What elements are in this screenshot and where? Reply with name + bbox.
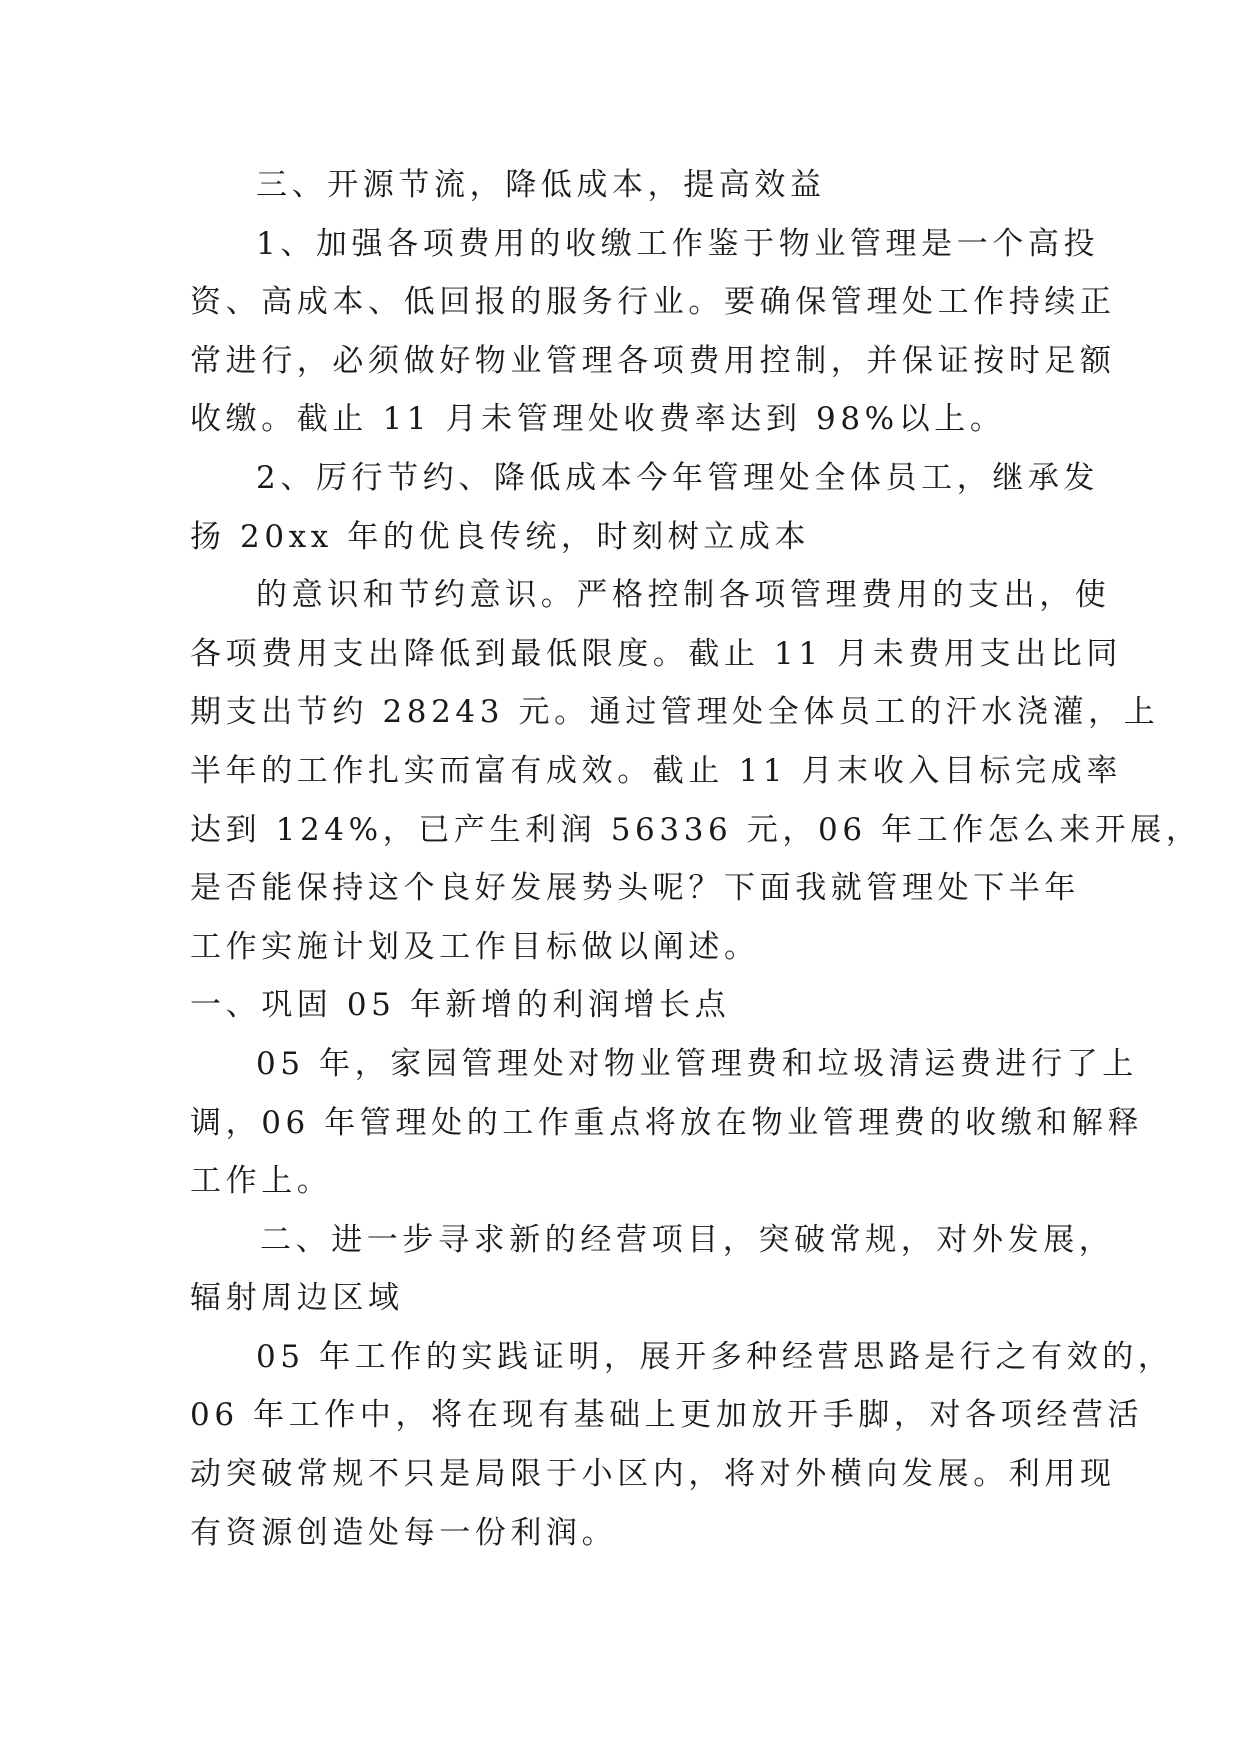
paragraph-line: 2、厉行节约、降低成本今年管理处全体员工，继承发 bbox=[256, 459, 1100, 496]
paragraph-line: 各项费用支出降低到最低限度。截止 11 月未费用支出比同 bbox=[190, 635, 1122, 672]
section-heading-2: 二、进一步寻求新的经营项目，突破常规，对外发展， bbox=[260, 1221, 1115, 1258]
paragraph-line: 06 年工作中，将在现有基础上更加放开手脚，对各项经营活 bbox=[190, 1397, 1144, 1434]
paragraph-line: 05 年工作的实践证明，展开多种经营思路是行之有效的， bbox=[256, 1338, 1174, 1375]
paragraph-line: 有资源创造处每一份利润。 bbox=[190, 1514, 618, 1551]
section-heading-3: 三、开源节流，降低成本，提高效益 bbox=[256, 167, 826, 203]
paragraph-line: 调，06 年管理处的工作重点将放在物业管理费的收缴和解释 bbox=[190, 1104, 1144, 1141]
paragraph-line: 扬 20xx 年的优良传统，时刻树立成本 bbox=[190, 518, 811, 555]
paragraph-line: 资、高成本、低回报的服务行业。要确保管理处工作持续正 bbox=[190, 284, 1116, 321]
section-heading-2-cont: 辐射周边区域 bbox=[190, 1280, 404, 1317]
paragraph-line: 动突破常规不只是局限于小区内，将对外横向发展。利用现 bbox=[190, 1456, 1116, 1493]
paragraph-line: 常进行，必须做好物业管理各项费用控制，并保证按时足额 bbox=[190, 342, 1116, 379]
paragraph-line: 1、加强各项费用的收缴工作鉴于物业管理是一个高投 bbox=[256, 225, 1100, 262]
paragraph-line: 达到 124%，已产生利润 56336 元，06 年工作怎么来开展， bbox=[190, 811, 1202, 848]
paragraph-line: 期支出节约 28243 元。通过管理处全体员工的汗水浇灌，上 bbox=[190, 694, 1160, 731]
paragraph-line: 的意识和节约意识。严格控制各项管理费用的支出，使 bbox=[256, 577, 1111, 614]
document-body bbox=[190, 156, 1202, 1562]
paragraph-line: 工作上。 bbox=[190, 1163, 333, 1200]
section-heading-1: 一、巩固 05 年新增的利润增长点 bbox=[190, 987, 731, 1024]
paragraph-line: 收缴。截止 11 月未管理处收费率达到 98%以上。 bbox=[190, 401, 1006, 438]
paragraph-line: 05 年，家园管理处对物业管理费和垃圾清运费进行了上 bbox=[256, 1045, 1138, 1082]
paragraph-line: 工作实施计划及工作目标做以阐述。 bbox=[190, 928, 760, 965]
paragraph-line: 是否能保持这个良好发展势头呢？下面我就管理处下半年 bbox=[190, 870, 1080, 907]
paragraph-line: 半年的工作扎实而富有成效。截止 11 月末收入目标完成率 bbox=[190, 752, 1122, 789]
